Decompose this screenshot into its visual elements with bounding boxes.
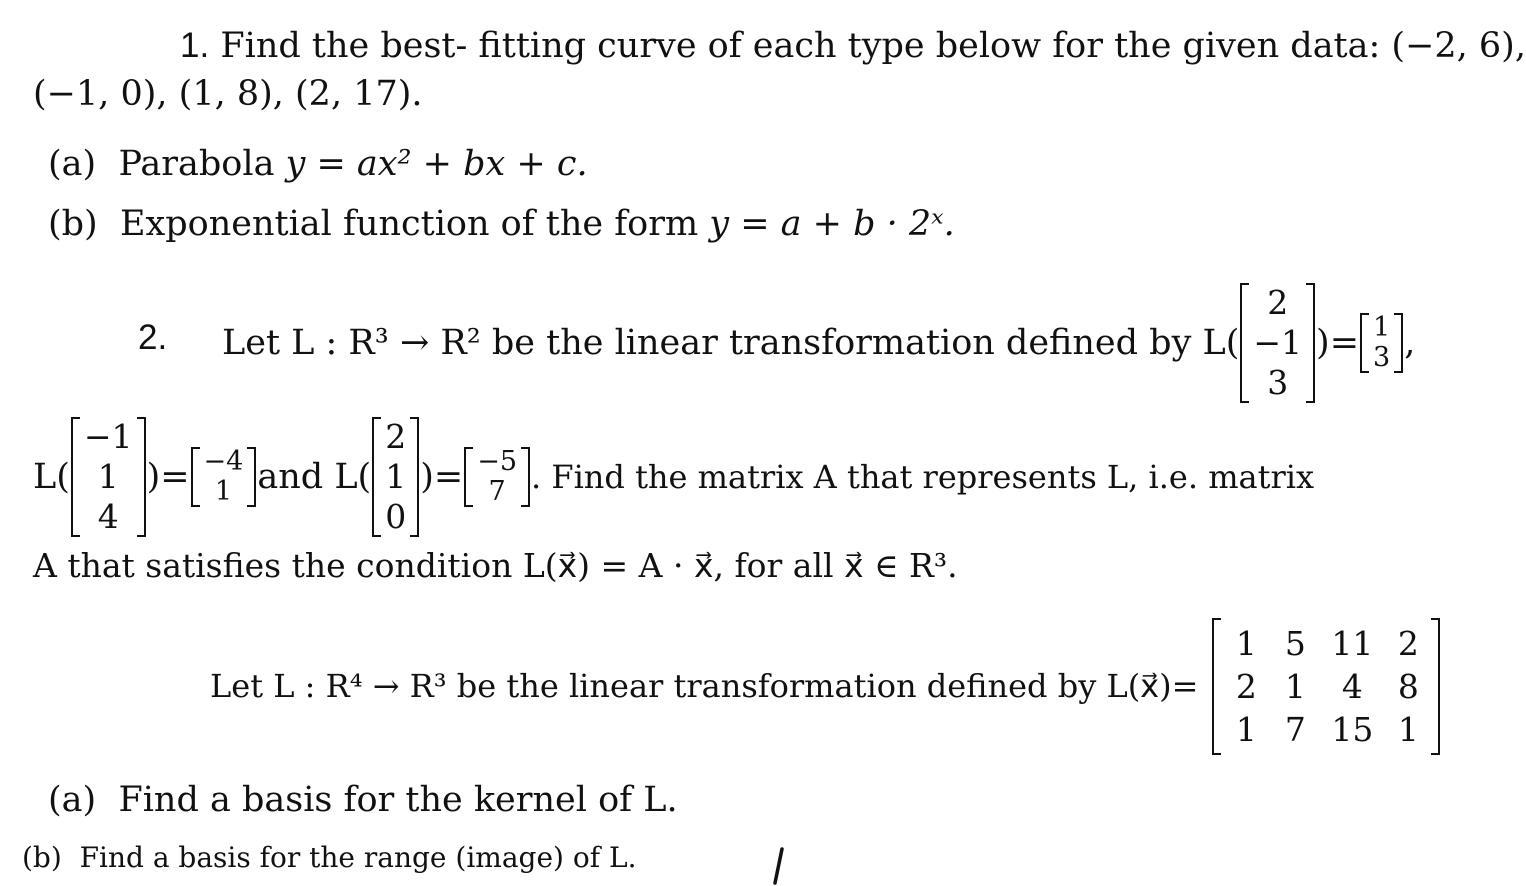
problem-1-statement-line-1: Find the best- fitting curve of each type below for the given data: (−2, 6), [220, 26, 1526, 66]
part-label: (a) [48, 780, 97, 820]
part-text: Find a basis for the kernel of L. [118, 780, 678, 820]
matrix-cell: 0 [385, 497, 407, 536]
problem-2-condition: A that satisfies the condition L(x⃗) = A · x⃗, for all x⃗ ∈ R³. [33, 546, 958, 585]
part-math: y = ax² + bx + c. [285, 144, 588, 184]
matrix-cell: −4 [203, 446, 244, 477]
matrix-cell: 1 [385, 457, 407, 496]
matrix-cell: 8 [1397, 666, 1419, 706]
problem-2-number: 2. [138, 318, 168, 357]
matrix-cell: −1 [83, 417, 133, 456]
vector-r3 [464, 447, 530, 507]
vector-v3 [372, 417, 419, 537]
problem-1-part-b [48, 204, 955, 244]
matrix-cell: 11 [1331, 623, 1374, 663]
matrix-cell: 7 [488, 476, 506, 507]
part-label: (a) [48, 144, 97, 184]
problem-1-number: 1. [180, 26, 210, 65]
problem-1-part-a [48, 144, 588, 184]
matrix-cell: −1 [1253, 323, 1303, 362]
problem-3-part-b [22, 840, 636, 876]
part-math: y = a + b · 2ˣ. [709, 204, 955, 244]
vector-v1 [1240, 283, 1315, 403]
matrix-cell: 2 [1397, 623, 1419, 663]
matrix-cell: 1 [1397, 709, 1419, 749]
part-label: (b) [22, 841, 62, 874]
problem-2-images-row: L( −1 1 4 )= −4 1 and L( 2 1 0 )= −5 7 . Find the matrix A that represents L, i.e. matrix [33, 417, 1315, 536]
matrix-cell: 4 [1341, 666, 1363, 706]
vector-v2 [71, 417, 146, 537]
and-text: and [257, 457, 324, 497]
problem-1-line-1 [180, 26, 1526, 66]
part-text: Find a basis for the range (image) of L. [79, 841, 637, 874]
vector-r1 [1360, 313, 1403, 373]
problem-1-statement-line-2: (−1, 0), (1, 8), (2, 17). [33, 74, 423, 114]
part-label: (b) [48, 204, 98, 244]
matrix-cell: 2 [385, 417, 407, 456]
matrix-cell: 2 [1267, 283, 1289, 322]
matrix-cell: 3 [1267, 363, 1289, 402]
problem-3-part-a [48, 780, 678, 820]
matrix-cell: 4 [97, 497, 119, 536]
problem-3-definition-row [210, 616, 1441, 756]
matrix-cell: 1 [97, 457, 119, 496]
problem-2-let-text: Let L : R³ → R² be the linear transformation defined by L( [222, 323, 1240, 363]
vector-r2 [191, 447, 257, 507]
part-text: Parabola [118, 144, 286, 184]
matrix-cell: 2 [1235, 666, 1257, 706]
matrix-cell: 15 [1331, 709, 1374, 749]
matrix-cell: 3 [1373, 342, 1391, 373]
matrix-cell: −5 [477, 446, 518, 477]
matrix-cell: 7 [1284, 709, 1306, 749]
matrix-grid [1221, 618, 1431, 755]
matrix-cell: 1 [1235, 623, 1257, 663]
matrix-3x4 [1212, 618, 1440, 755]
problem-3-let-text: Let L : R⁴ → R³ be the linear transformation defined by L(x⃗)= [210, 667, 1199, 705]
matrix-cell: 1 [214, 476, 233, 507]
matrix-cell: 1 [1235, 709, 1257, 749]
matrix-cell: 1 [1373, 312, 1391, 343]
problem-2-definition-row: Let L : R³ → R² be the linear transformation defined by L( 2 −1 3 )= 1 3 , [222, 283, 1416, 402]
text-cursor-icon [768, 846, 788, 886]
matrix-cell: 1 [1284, 666, 1306, 706]
problem-2-find-text: . Find the matrix A that represents L, i.e. matrix [531, 458, 1315, 496]
matrix-cell: 5 [1284, 623, 1306, 663]
part-text: Exponential function of the form [119, 204, 710, 244]
